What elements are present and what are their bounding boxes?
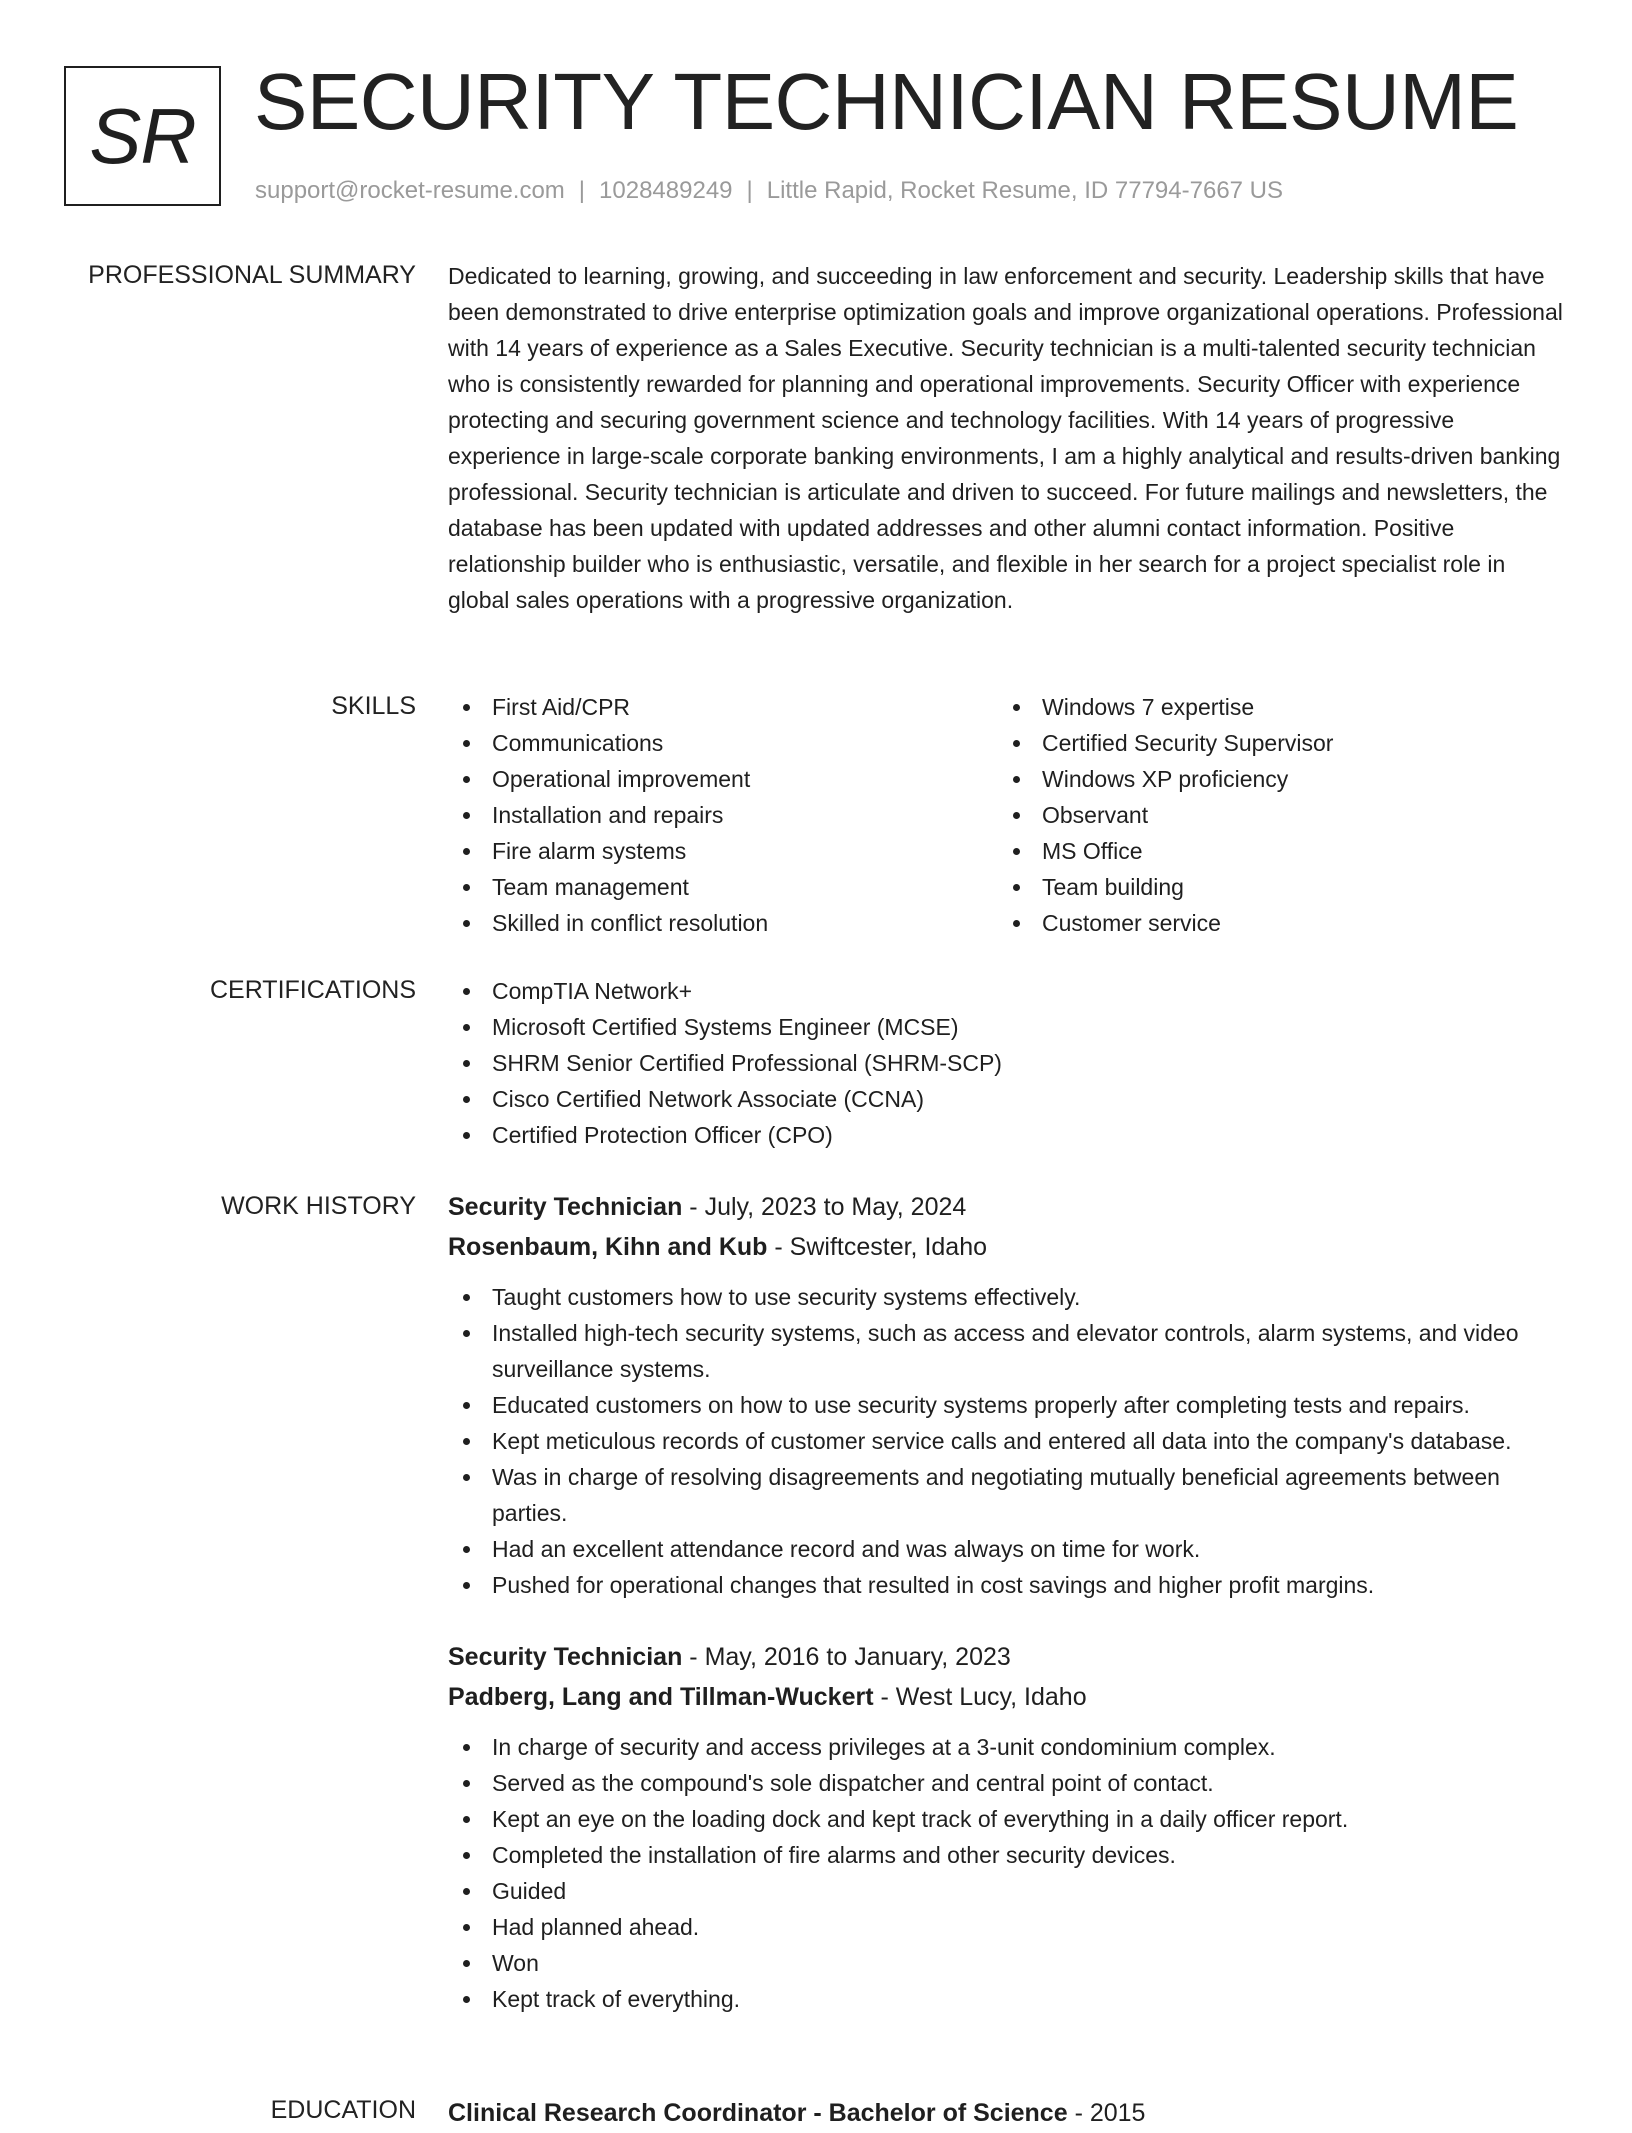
education-entry [448,2093,1568,2133]
list-item: Kept an eye on the loading dock and kept track of everything in a daily officer report. [448,1801,1568,1837]
list-item: Won [448,1945,1568,1981]
list-item: Served as the compound's sole dispatcher and central point of contact. [448,1765,1568,1801]
list-item: Observant [998,797,1548,833]
job-title: Security Technician [448,1193,683,1221]
job-title: Security Technician [448,1643,683,1671]
list-item: MS Office [998,833,1548,869]
list-item: Had planned ahead. [448,1909,1568,1945]
list-item: In charge of security and access privileges at a 3-unit condominium complex. [448,1729,1568,1765]
resume-title: SECURITY TECHNICIAN RESUME [254,57,1519,146]
initials-monogram: SR [64,66,221,206]
list-item: Installation and repairs [448,797,998,833]
skills-body [448,689,1568,941]
contact-address: Little Rapid, Rocket Resume, ID 77794-7667 US [766,177,1284,204]
education-heading: EDUCATION [270,2096,416,2124]
job-location: - West Lucy, Idaho [880,1683,1087,1711]
list-item: Cisco Certified Network Associate (CCNA) [448,1081,1568,1117]
work-history-heading: WORK HISTORY [221,1192,416,1220]
job-entry [448,1637,1568,2017]
summary-heading: PROFESSIONAL SUMMARY [88,261,416,289]
job-company: Padberg, Lang and Tillman-Wuckert [448,1683,874,1711]
list-item: Operational improvement [448,761,998,797]
list-item: Windows 7 expertise [998,689,1548,725]
education-title: Clinical Research Coordinator - Bachelor of Science [448,2099,1068,2127]
skills-left-list [448,689,998,941]
skills-right-list [998,689,1548,941]
summary-body [448,258,1568,618]
job-dates: - May, 2016 to January, 2023 [689,1643,1011,1671]
job-title-line [448,1187,1568,1227]
list-item: Team building [998,869,1548,905]
education-body [448,2093,1568,2133]
contact-separator: | [578,177,586,204]
list-item: Kept meticulous records of customer service calls and entered all data into the company's database. [448,1423,1568,1459]
summary-text: Dedicated to learning, growing, and succeeding in law enforcement and security. Leadership skills that have been demonstrated to drive enterprise optimization goals and improve organizational operations. Professional with 14 years of experience as a Sales Executive. Security technician is a multi-talented security technician who is consistently rewarded for planning and operational improvements. Security Officer with experience protecting and securing government science and technology facilities. With 14 years of progressive experience in large-scale corporate banking environments, I am a highly analytical and results-driven banking professional. Security technician is articulate and driven to succeed. For future mailings and newsletters, the database has been updated with updated addresses and other alumni contact information. Positive relationship builder who is enthusiastic, versatile, and flexible in her search for a project specialist role in global sales operations with a progressive organization. [448,263,1563,613]
job-duties-list [448,1729,1568,2017]
list-item: First Aid/CPR [448,689,998,725]
list-item: Certified Security Supervisor [998,725,1548,761]
list-item: Windows XP proficiency [998,761,1548,797]
job-location: - Swiftcester, Idaho [774,1233,988,1261]
list-item: Installed high-tech security systems, such as access and elevator controls, alarm systems, and video surveillance systems. [448,1315,1568,1387]
contact-phone: 1028489249 [599,177,733,204]
contact-separator: | [746,177,753,204]
list-item: Fire alarm systems [448,833,998,869]
job-company-line [448,1227,1568,1267]
job-title-line [448,1637,1568,1677]
list-item: Communications [448,725,998,761]
list-item: Guided [448,1873,1568,1909]
list-item: Microsoft Certified Systems Engineer (MCSE) [448,1009,1568,1045]
list-item: Completed the installation of fire alarms and other security devices. [448,1837,1568,1873]
job-entry [448,1187,1568,1603]
list-item: SHRM Senior Certified Professional (SHRM-SCP) [448,1045,1568,1081]
job-dates: - July, 2023 to May, 2024 [689,1193,967,1221]
list-item: Customer service [998,905,1548,941]
job-company-line [448,1677,1568,1717]
skills-heading: SKILLS [331,692,416,720]
list-item: Educated customers on how to use security systems properly after completing tests and repairs. [448,1387,1568,1423]
list-item: Kept track of everything. [448,1981,1568,2017]
work-history-body [448,1187,1568,2017]
list-item: CompTIA Network+ [448,973,1568,1009]
contact-email: support@rocket-resume.com [255,177,565,204]
certifications-list [448,973,1568,1153]
education-year: - 2015 [1074,2099,1146,2127]
list-item: Certified Protection Officer (CPO) [448,1117,1568,1153]
list-item: Taught customers how to use security systems effectively. [448,1279,1568,1315]
list-item: Was in charge of resolving disagreements and negotiating mutually beneficial agreements between parties. [448,1459,1568,1531]
certifications-body [448,973,1568,1153]
contact-line [255,174,1283,208]
job-company: Rosenbaum, Kihn and Kub [448,1233,768,1261]
list-item: Team management [448,869,998,905]
certifications-heading: CERTIFICATIONS [209,976,416,1004]
job-duties-list [448,1279,1568,1603]
list-item: Had an excellent attendance record and was always on time for work. [448,1531,1568,1567]
list-item: Skilled in conflict resolution [448,905,998,941]
list-item: Pushed for operational changes that resulted in cost savings and higher profit margins. [448,1567,1568,1603]
